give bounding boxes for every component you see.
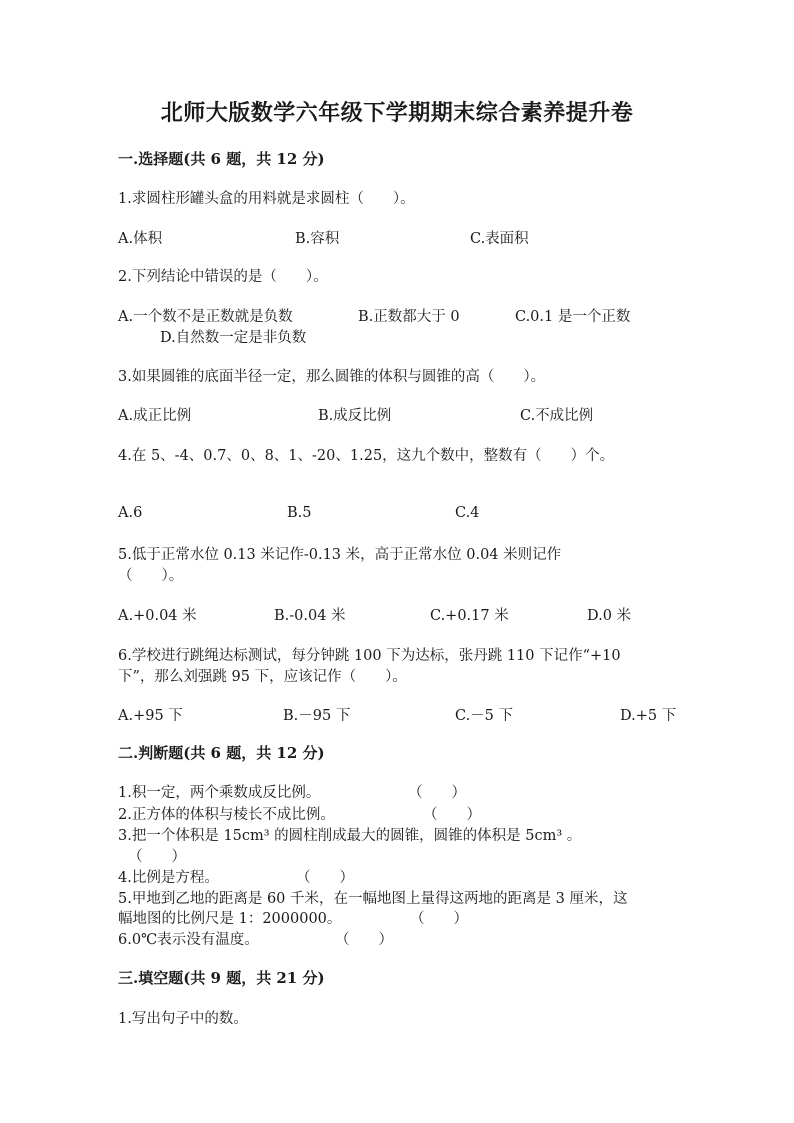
question-3: 3.如果圆锥的底面半径一定，那么圆锥的体积与圆锥的高（ ）。: [118, 369, 546, 385]
judgment-3-blank: （ ）: [128, 849, 186, 865]
judgment-5-line2: 幅地图的比例尺是 1：2000000。: [118, 911, 342, 927]
q6-option-b: B.－95 下: [283, 708, 351, 724]
q5-option-c: C.+0.17 米: [430, 608, 509, 624]
question-6-line1: 6.学校进行跳绳达标测试，每分钟跳 100 下为达标，张丹跳 110 下记作“+10: [118, 648, 621, 664]
question-2: 2.下列结论中错误的是（ ）。: [118, 269, 328, 285]
q3-option-b: B.成反比例: [318, 408, 392, 424]
q6-option-d: D.+5 下: [620, 708, 677, 724]
q6-option-c: C.－5 下: [455, 708, 514, 724]
judgment-1-blank: （ ）: [408, 785, 466, 801]
judgment-2: 2.正方体的体积与棱长不成比例。: [118, 807, 335, 823]
question-5-line2: （ ）。: [118, 568, 184, 584]
q2-option-a: A.一个数不是正数就是负数: [118, 309, 293, 325]
judgment-6: 6.0℃表示没有温度。: [118, 932, 259, 948]
fill-question-1: 1.写出句子中的数。: [118, 1011, 248, 1027]
judgment-4: 4.比例是方程。: [118, 870, 219, 886]
q3-option-a: A.成正比例: [118, 408, 192, 424]
q5-option-d: D.0 米: [587, 608, 632, 624]
question-4: 4.在 5、-4、0.7、0、8、1、-20、1.25，这九个数中，整数有（ ）个。: [118, 448, 615, 464]
judgment-2-blank: （ ）: [423, 807, 481, 823]
judgment-5-blank: （ ）: [410, 911, 468, 927]
question-5-line1: 5.低于正常水位 0.13 米记作-0.13 米，高于正常水位 0.04 米则记作: [118, 547, 562, 563]
q4-option-b: B.5: [287, 505, 312, 521]
q3-option-c: C.不成比例: [520, 408, 594, 424]
page-title: 北师大版数学六年级下学期期末综合素养提升卷: [160, 100, 634, 126]
q4-option-c: C.4: [455, 505, 480, 521]
q6-option-a: A.+95 下: [118, 708, 183, 724]
q2-option-c: C.0.1 是一个正数: [515, 309, 631, 325]
question-1: 1.求圆柱形罐头盒的用料就是求圆柱（ ）。: [118, 191, 415, 207]
section-heading-choice: 一.选择题(共 6 题，共 12 分): [118, 150, 325, 168]
judgment-6-blank: （ ）: [335, 932, 393, 948]
judgment-4-blank: （ ）: [296, 870, 354, 886]
section-heading-fill: 三.填空题(共 9 题，共 21 分): [118, 969, 325, 987]
question-6-line2: 下”，那么刘强跳 95 下，应该记作（ ）。: [118, 669, 407, 685]
judgment-3: 3.把一个体积是 15cm³ 的圆柱削成最大的圆锥，圆锥的体积是 5cm³ 。: [118, 828, 582, 844]
q2-option-b: B.正数都大于 0: [358, 309, 460, 325]
judgment-1: 1.积一定，两个乘数成反比例。: [118, 785, 321, 801]
q1-option-b: B.容积: [295, 231, 340, 247]
q1-option-a: A.体积: [118, 231, 163, 247]
q2-option-d: D.自然数一定是非负数: [160, 330, 307, 346]
section-heading-judgment: 二.判断题(共 6 题，共 12 分): [118, 744, 325, 762]
judgment-5-line1: 5.甲地到乙地的距离是 60 千米，在一幅地图上量得这两地的距离是 3 厘米，这: [118, 891, 628, 907]
q5-option-a: A.+0.04 米: [118, 608, 197, 624]
q4-option-a: A.6: [118, 505, 143, 521]
q5-option-b: B.-0.04 米: [274, 608, 346, 624]
q1-option-c: C.表面积: [470, 231, 529, 247]
